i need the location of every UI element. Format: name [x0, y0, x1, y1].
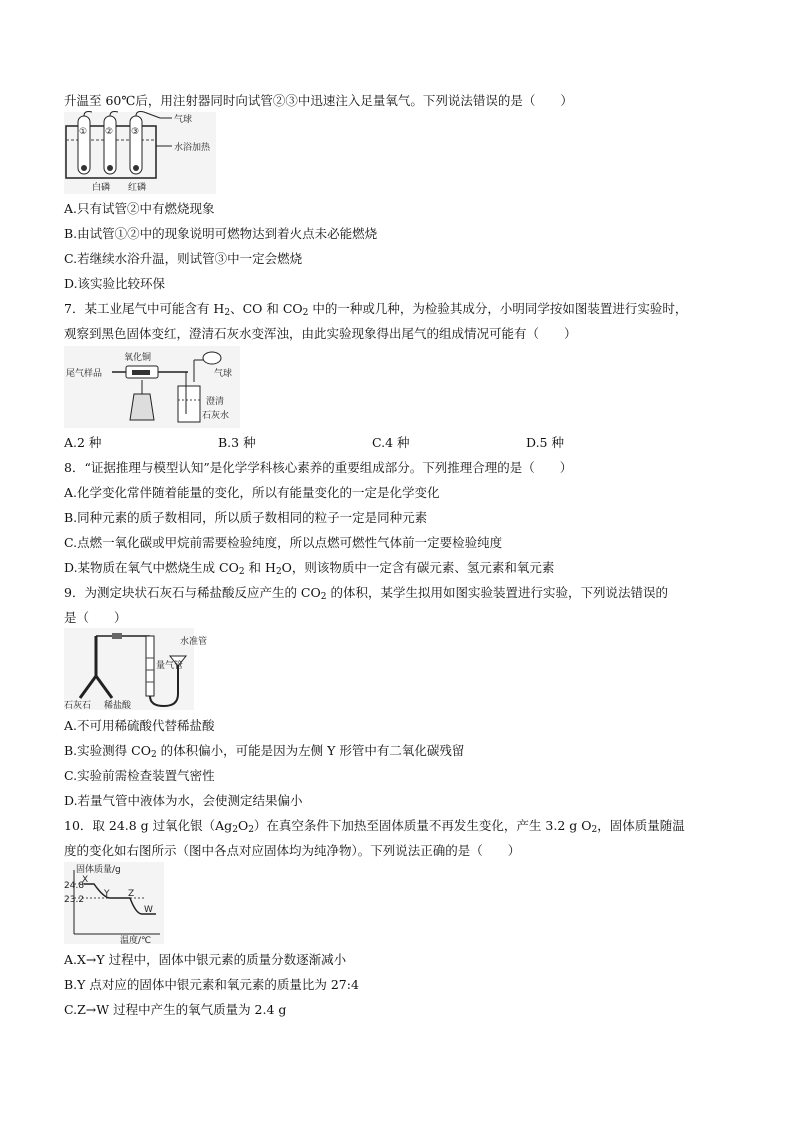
label-balloon: 气球: [174, 115, 193, 125]
q7-apparatus-diagram: [64, 346, 240, 428]
alcohol-lamp: [130, 394, 154, 420]
q6-stem: 升温至 60℃后，用注射器同时向试管②③中迅速注入足量氧气。下列说法错误的是（ ）: [64, 93, 573, 108]
q7-option-c: C.4 种: [372, 435, 410, 450]
copper-oxide: [132, 370, 150, 375]
label-limewater: 石灰水: [202, 411, 230, 421]
point-x: X: [82, 875, 89, 885]
q8-option-c: C.点燃一氧化碳或甲烷前需要检验纯度，所以点燃可燃性气体前一定要检验纯度: [64, 535, 503, 550]
q7-option-d: D.5 种: [526, 435, 564, 450]
q9-apparatus-diagram: [64, 628, 208, 711]
label-limestone: 石灰石: [64, 701, 92, 711]
balloon-1: [84, 112, 92, 117]
label-leveling-tube: 水准管: [180, 637, 208, 647]
tick-23-2: 23.2: [64, 895, 85, 905]
q10-stem-line2: 度的变化如右图所示（图中各点对应固体均为纯净物）。下列说法正确的是（ ）: [64, 843, 521, 858]
q7-stem-line1: 7．某工业尾气中可能含有 $H_2$、CO 和 $CO_2$ 中的一种或几种，为检验其成分，小明同学按如图装置进行实验时，: [64, 301, 688, 318]
label-copper-oxide: 氧化铜: [124, 353, 152, 363]
label-white-phosphorus: 白磷: [92, 183, 111, 193]
point-z: Z: [128, 889, 135, 899]
q9-stem-line1: 9．为测定块状石灰石与稀盐酸反应产生的 $CO_2$ 的体积，某学生拟用如图实验装置进行实验，下列说法错误的: [64, 585, 668, 602]
label-solid-mass: 固体质量/g: [76, 865, 121, 875]
label-balloon: 气球: [214, 369, 233, 379]
label-temperature: 温度/℃: [120, 936, 152, 946]
q6-apparatus-diagram: [64, 112, 216, 194]
q10-option-a: A.X→Y 过程中，固体中银元素的质量分数逐渐减小: [64, 952, 347, 967]
q10-stem-line1: 10．取 24.8 g 过氧化银$(Ag_2O_2)$在真空条件下加热至固体质量不再发生变化，产生 3.2 g $O_2$，固体质量随温: [64, 818, 685, 835]
point-y: Y: [104, 889, 110, 899]
label-water-bath: 水浴加热: [174, 143, 211, 153]
label-gas-burette: 量气管: [156, 661, 184, 671]
q6-option-d: D.该实验比较环保: [64, 276, 166, 291]
q8-option-b: B.同种元素的质子数相同，所以质子数相同的粒子一定是同种元素: [64, 510, 428, 525]
q10-option-b: B.Y 点对应的固体中银元素和氧元素的质量比为 27:4: [64, 977, 359, 992]
label-tube-2: ②: [105, 127, 114, 137]
label-dilute-hcl: 稀盐酸: [104, 701, 132, 711]
q6-option-c: C.若继续水浴升温，则试管③中一定会燃烧: [64, 251, 303, 266]
q9-stem-line2: 是（ ）: [64, 610, 127, 625]
q7-stem-line2: 观察到黑色固体变红，澄清石灰水变浑浊，由此实验现象得出尾气的组成情况可能有（ ）: [64, 326, 577, 341]
q8-stem: 8．“证据推理与模型认知”是化学学科核心素养的重要组成部分。下列推理合理的是（ ）: [64, 460, 573, 475]
q9-figure: [64, 628, 208, 711]
q7-option-a: A.2 种: [64, 435, 102, 450]
label-clear: 澄清: [206, 397, 225, 407]
balloon-2: [110, 112, 118, 117]
q8-option-a: A.化学变化常伴随着能量的变化，所以有能量变化的一定是化学变化: [64, 485, 440, 500]
q9-option-d: D.若量气管中液体为水，会使测定结果偏小: [64, 793, 303, 808]
y-tube: [80, 636, 112, 698]
q6-option-b: B.由试管①②中的现象说明可燃物达到着火点未必能燃烧: [64, 226, 378, 241]
white-phosphorus-2: [107, 165, 113, 171]
tick-24-8: 24.8: [64, 881, 85, 891]
gas-burette: [146, 636, 154, 696]
q9-option-c: C.实验前需检查装置气密性: [64, 768, 215, 783]
q10-option-c: C.Z→W 过程中产生的氧气质量为 2.4 g: [64, 1002, 287, 1017]
q8-option-d: D.某物质在氧气中燃烧生成 $CO_2$ 和 $H_2O$，则该物质中一定含有碳元素、氢元素和氧元素: [64, 560, 555, 577]
q9-option-a: A.不可用稀硫酸代替稀盐酸: [64, 718, 215, 733]
white-phosphorus-1: [81, 165, 87, 171]
label-red-phosphorus: 红磷: [128, 183, 147, 193]
q6-option-a: A.只有试管②中有燃烧现象: [64, 201, 215, 216]
label-tube-3: ③: [131, 127, 140, 137]
q7-option-b: B.3 种: [218, 435, 256, 450]
q9-option-b: B.实验测得 $CO_2$ 的体积偏小，可能是因为左侧 Y 形管中有二氧化碳残留: [64, 743, 465, 760]
balloon: [203, 352, 221, 364]
limewater-bottle: [178, 386, 200, 422]
label-tail-gas-sample: 尾气样品: [66, 369, 103, 379]
q10-mass-temperature-graph: [64, 862, 164, 944]
point-w: W: [144, 905, 153, 915]
red-phosphorus: [133, 165, 139, 171]
q7-figure: [64, 346, 240, 428]
label-tube-1: ①: [79, 127, 88, 137]
q6-figure: [64, 112, 216, 194]
q10-figure: [64, 862, 164, 944]
